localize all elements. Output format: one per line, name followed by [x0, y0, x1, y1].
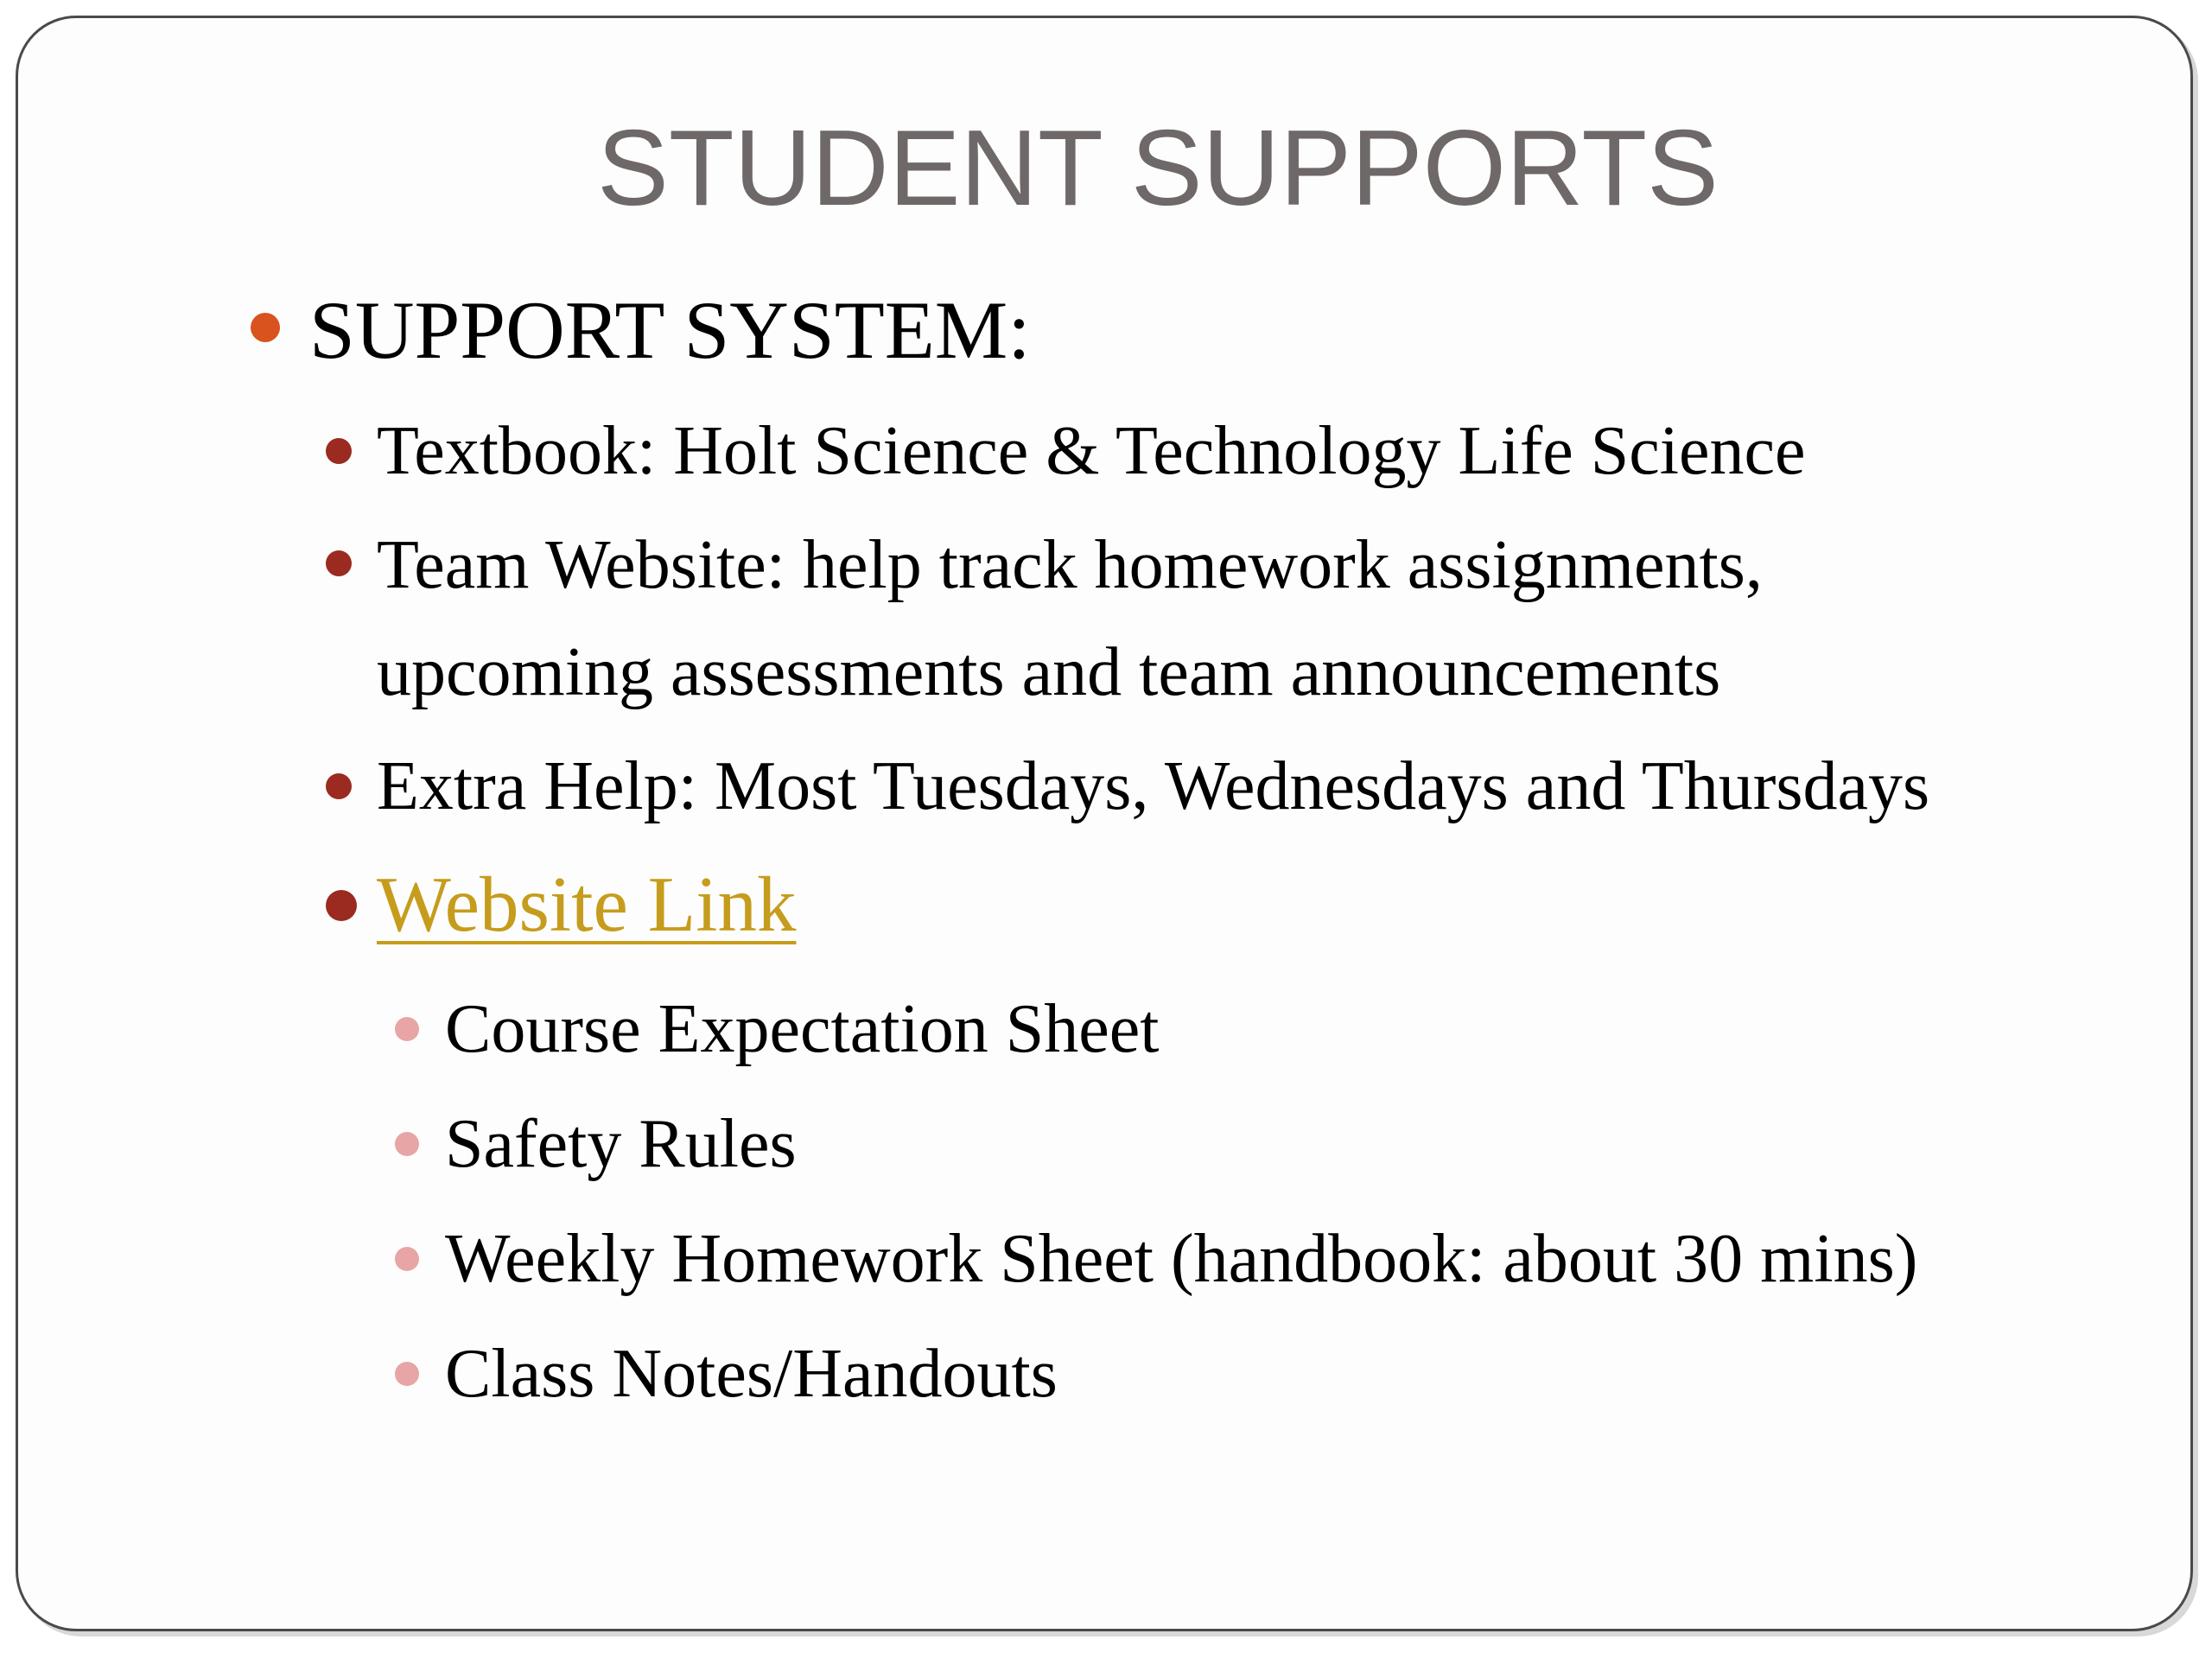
level2-bullet [326, 550, 352, 576]
team-website-item-line1: Team Website: help track homework assignments, [377, 527, 1763, 603]
level2-bullet [326, 890, 357, 921]
safety-rules-item: Safety Rules [445, 1106, 797, 1182]
level3-bullet [395, 1132, 419, 1156]
level2-bullet [326, 438, 352, 464]
textbook-item: Textbook: Holt Science & Technology Life Science [377, 413, 1806, 489]
team-website-item-line2: upcoming assessments and team announcements [377, 634, 1721, 710]
weekly-homework-item: Weekly Homework Sheet (handbook: about 30 mins) [445, 1221, 1918, 1297]
support-system-heading: SUPPORT SYSTEM: [309, 284, 1031, 376]
course-expectation-item: Course Expectation Sheet [445, 991, 1160, 1067]
class-notes-item: Class Notes/Handouts [445, 1336, 1058, 1412]
extra-help-item: Extra Help: Most Tuesdays, Wednesdays and Thursdays [377, 748, 1930, 824]
level1-bullet [251, 313, 280, 342]
level3-bullet [395, 1017, 419, 1041]
slide-title: STUDENT SUPPORTS [597, 109, 1719, 228]
level3-bullet [395, 1247, 419, 1271]
level3-bullet [395, 1362, 419, 1386]
level2-bullet [326, 773, 352, 799]
website-link[interactable]: Website Link [377, 861, 797, 948]
website-link-item [377, 857, 796, 952]
